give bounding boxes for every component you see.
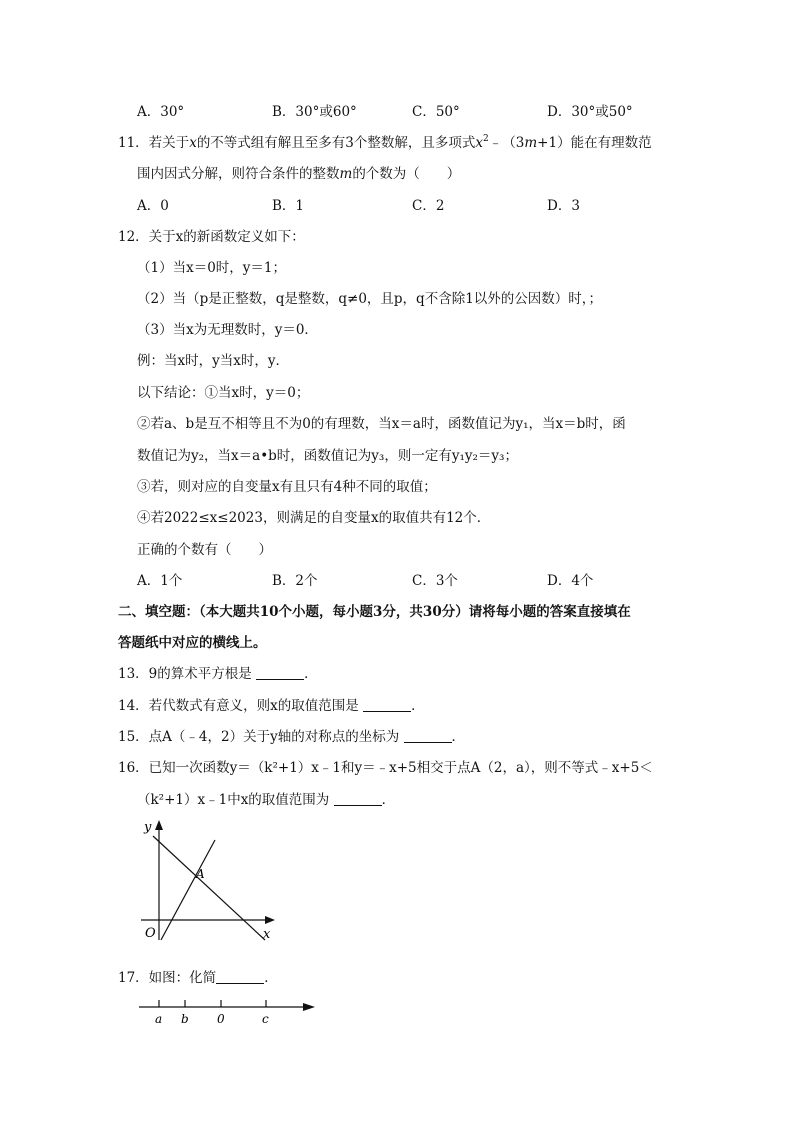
number-line-arrow-icon	[303, 1003, 315, 1011]
q12-case-2: （2）当（p是正整数，q是整数，q≠0，且p，q不含除1以外的公因数）时，；	[137, 291, 603, 307]
q15-answer-blank[interactable]	[404, 728, 452, 743]
q12-example: 例：当x时，y当x时，y．	[137, 353, 289, 369]
y-axis-label: y	[144, 820, 152, 835]
q12-conclusion-1: 以下结论：①当x时，y＝0；	[137, 385, 310, 401]
x-axis-arrow-icon	[265, 916, 275, 924]
q12-options	[137, 571, 697, 591]
q11-option-d: D．3	[547, 198, 580, 214]
label-a: a	[155, 1012, 163, 1026]
q16-answer-blank[interactable]	[334, 791, 382, 806]
q11-options	[137, 196, 697, 216]
q17-answer-blank[interactable]	[216, 969, 264, 984]
label-0: 0	[217, 1012, 225, 1026]
section-2-heading-line-1: 二、填空题：（本大题共10个小题，每小题3分，共30分）请将每小题的答案直接填在	[118, 604, 631, 620]
q10-option-b: B．30°或60°	[272, 104, 357, 120]
q14-answer-blank[interactable]	[363, 697, 411, 712]
x-axis-label: x	[263, 927, 271, 942]
origin-label: O	[145, 926, 156, 941]
q12-option-a: A．1个	[137, 573, 183, 589]
q12-intro: 12．关于x的新函数定义如下：	[118, 229, 305, 245]
q11-line-2: 围内因式分解，则符合条件的整数m的个数为（ ）	[137, 166, 461, 182]
label-c: c	[262, 1012, 269, 1026]
q13-answer-blank[interactable]	[256, 665, 304, 680]
q11-option-a: A．0	[137, 198, 169, 214]
q10-options	[137, 102, 697, 122]
q16-line-2: （k²+1）x﹣1中x的取值范围为 ．	[137, 792, 396, 808]
q17: 17．如图：化简 ．	[118, 970, 278, 986]
q16-line-1: 16．已知一次函数y＝（k²+1）x﹣1和y＝﹣x+5相交于点A（2，a），则不等式﹣x+5＜	[118, 760, 653, 776]
q10-option-c: C．50°	[412, 104, 460, 120]
q12-conclusion-2-line-2: 数值记为y₂，当x＝a•b时，函数值记为y₃，则一定有y₁y₂＝y₃；	[137, 448, 518, 464]
q16-function-graph	[135, 812, 285, 946]
q11-line-1: 11．若关于x的不等式组有解且至多有3个整数解，且多项式$x^2﹣(3m+1)$能在有理数范	[118, 134, 652, 151]
line-k-squared-plus-1	[161, 840, 215, 940]
q12-question: 正确的个数有（ ）	[137, 542, 272, 558]
q12-conclusion-3: ③若，则对应的自变量x有且只有4种不同的取值；	[137, 479, 437, 495]
q10-option-d: D．30°或50°	[547, 104, 633, 120]
label-b: b	[181, 1012, 189, 1026]
section-2-heading-line-2: 答题纸中对应的横线上。	[118, 635, 267, 651]
q12-option-c: C．3个	[412, 573, 458, 589]
q12-case-3: （3）当x为无理数时，y＝0．	[137, 322, 318, 338]
q15: 15．点A（﹣4，2）关于y轴的对称点的坐标为 ．	[118, 729, 466, 745]
q13: 13．9的算术平方根是 ．	[118, 666, 318, 682]
q12-option-d: D．4个	[547, 573, 594, 589]
y-axis-arrow-icon	[155, 820, 163, 830]
q12-conclusion-2-line-1: ②若a、b是互不相等且不为0的有理数，当x＝a时，函数值记为y₁，当x＝b时，函	[137, 416, 626, 432]
q11-option-b: B．1	[272, 198, 305, 214]
q12-option-b: B．2个	[272, 573, 318, 589]
q10-option-a: A．30°	[137, 104, 185, 120]
point-a-label: A	[196, 867, 205, 881]
q14: 14．若代数式有意义，则x的取值范围是 ．	[118, 698, 425, 714]
q12-case-1: （1）当x＝0时，y＝1；	[137, 260, 287, 276]
q11-option-c: C．2	[412, 198, 445, 214]
q12-conclusion-4: ④若2022≤x≤2023，则满足的自变量x的取值共有12个．	[137, 510, 491, 526]
q17-number-line	[135, 996, 320, 1030]
